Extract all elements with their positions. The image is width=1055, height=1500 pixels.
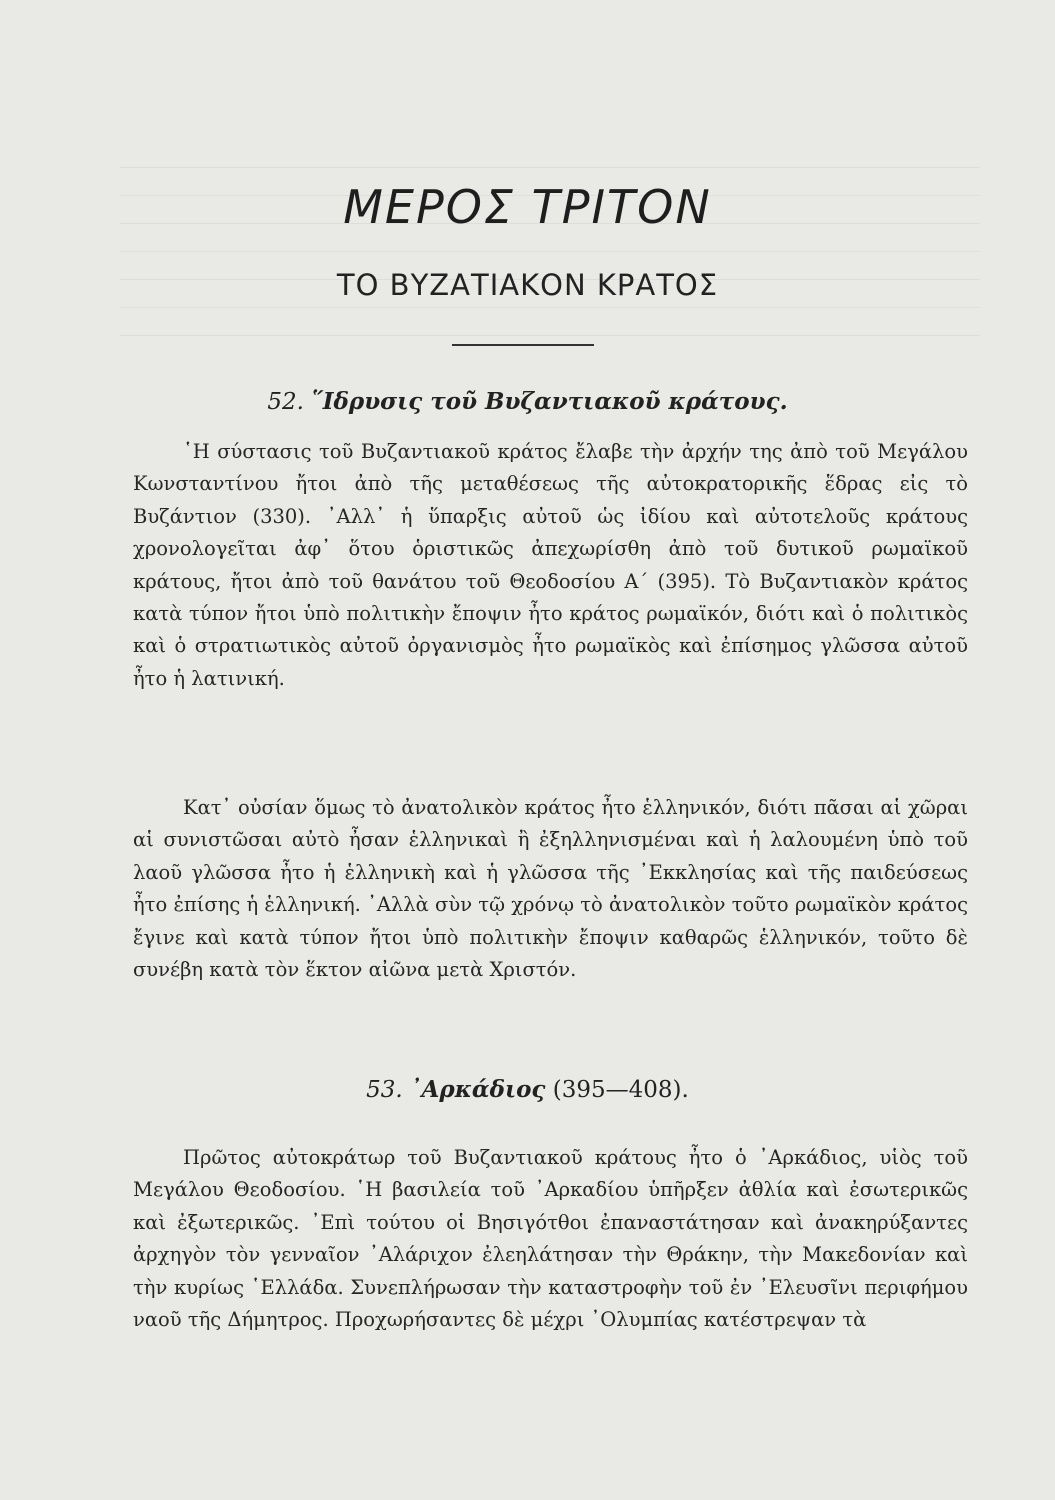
- section-number: 52.: [267, 389, 304, 415]
- section-number: 53.: [366, 1077, 403, 1103]
- section-heading-53: [0, 1076, 1055, 1103]
- section-dates: (395—408).: [552, 1077, 689, 1103]
- paragraph-1: ῾Η σύστασις τοῦ Βυζαντιακοῦ κράτος ἔλαβε τὴν ἀρχήν της ἀπὸ τοῦ Μεγάλου Κωνσταντίνου ἤτοι ἀπὸ τῆς μεταθέσεως τῆς αὐτοκρατορικῆς ἕδρας εἰς τὸ Βυζάντιον (330). ᾿Αλλ᾿ ἡ ὕπαρξις αὐτοῦ ὡς ἰδίου καὶ αὐτοτελοῦς κράτους χρονολογεῖται ἀφ᾿ ὅτου ὁριστικῶς ἀπεχωρίσθη ἀπὸ τοῦ δυτικοῦ ρωμαϊκοῦ κράτους, ἤτοι ἀπὸ τοῦ θανάτου τοῦ Θεοδοσίου Α΄ (395). Τὸ Βυζαντιακὸν κράτος κατὰ τύπον ἤτοι ὑπὸ πολιτικὴν ἔποψιν ἦτο κράτος ρωμαϊκόν, διότι καὶ ὁ πολιτικὸς καὶ ὁ στρατιωτικὸς αὐτοῦ ὀργανισμὸς ἦτο ρωμαϊκὸς καὶ ἐπίσημος γλῶσσα αὐτοῦ ἦτο ἡ λατινική.: [133, 440, 968, 690]
- show-through-texture: [120, 140, 980, 370]
- section-heading-52: [0, 388, 1055, 415]
- section-title: ᾿Αρκάδιος: [410, 1076, 546, 1103]
- chapter-title: ΤΟ ΒΥΖΑΤΙΑΚΟΝ ΚΡΑΤΟΣ: [336, 268, 719, 302]
- paragraph-3: Πρῶτος αὐτοκράτωρ τοῦ Βυζαντιακοῦ κράτους ἦτο ὁ ᾿Αρκάδιος, υἱὸς τοῦ Μεγάλου Θεοδοσίου. ῾Η βασιλεία τοῦ ᾿Αρκαδίου ὑπῆρξεν ἀθλία καὶ ἐσωτερικῶς καὶ ἐξωτερικῶς. ᾿Επὶ τούτου οἱ Βησιγότθοι ἐπαναστάτησαν καὶ ἀνακηρύξαντες ἀρχηγὸν τὸν γενναῖον ᾿Αλάριχον ἐλεηλάτησαν τὴν Θράκην, τὴν Μακεδονίαν καὶ τὴν κυρίως ῾Ελλάδα. Συνεπλήρωσαν τὴν καταστροφὴν τοῦ ἐν ᾿Ελευσῖνι περιφήμου ναοῦ τῆς Δήμητρος. Προχωρήσαντες δὲ μέχρι ᾿Ολυμπίας κατέστρεψαν τὰ: [133, 1146, 968, 1332]
- title-rule: [452, 344, 594, 346]
- paragraph-2: Κατ᾿ οὐσίαν ὅμως τὸ ἀνατολικὸν κράτος ἦτο ἑλληνικόν, διότι πᾶσαι αἱ χῶραι αἱ συνιστῶσαι αὐτὸ ἦσαν ἑλληνικαὶ ἢ ἐξηλληνισμέναι καὶ ἡ λαλουμένη ὑπὸ τοῦ λαοῦ γλῶσσα ἦτο ἡ ἑλληνικὴ καὶ ἡ γλῶσσα τῆς ᾿Εκκλησίας καὶ τῆς παιδεύσεως ἦτο ἐπίσης ἡ ἑλληνική. ᾿Αλλὰ σὺν τῷ χρόνῳ τὸ ἀνατολικὸν τοῦτο ρωμαϊκὸν κράτος ἔγινε καὶ κατὰ τύπον ἤτοι ὑπὸ πολιτικὴν ἔποψιν καθαρῶς ἑλληνικόν, τοῦτο δὲ συνέβη κατὰ τὸν ἕκτον αἰῶνα μετὰ Χριστόν.: [133, 796, 968, 982]
- part-title: ΜΕΡΟΣ ΤΡΙΤΟΝ: [343, 180, 712, 234]
- section-title: ῞Ιδρυσις τοῦ Βυζαντιακοῦ κράτους.: [311, 388, 788, 415]
